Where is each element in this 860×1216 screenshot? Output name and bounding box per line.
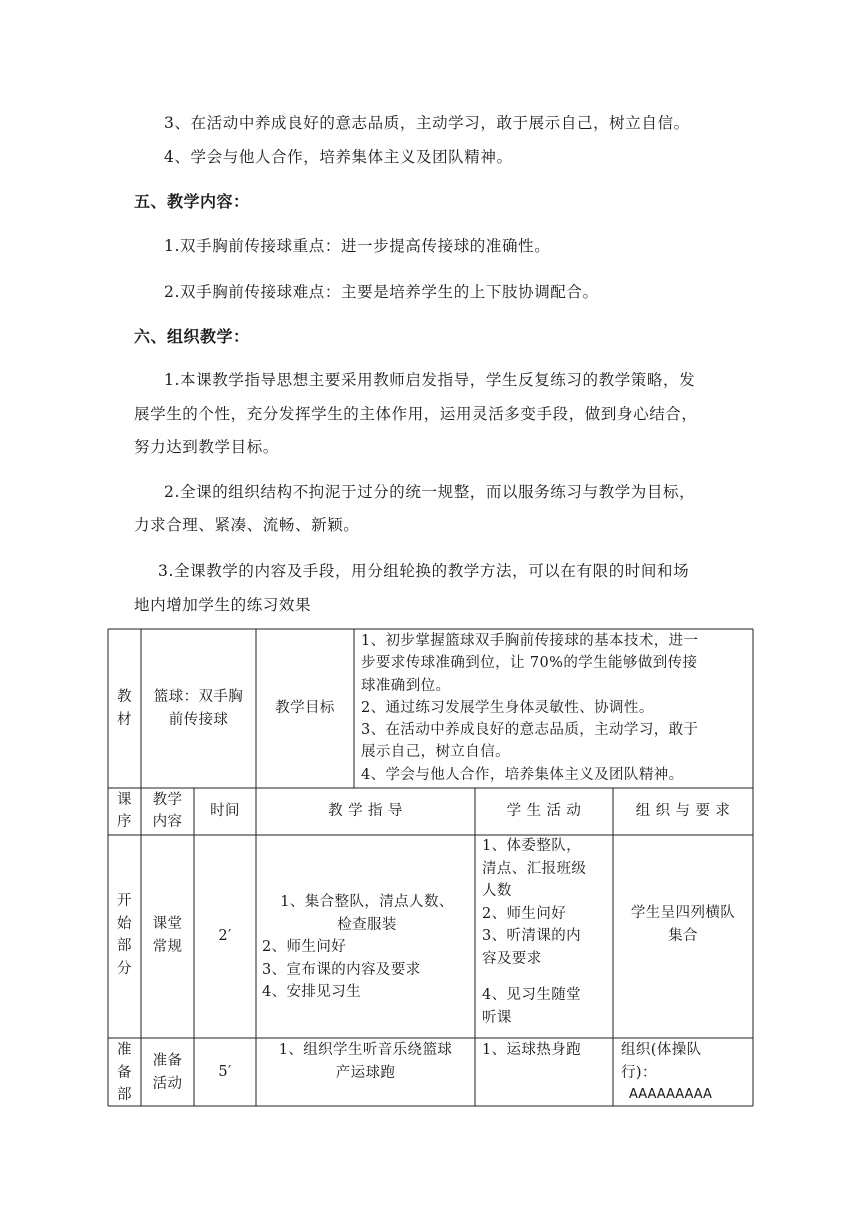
row1-content: 课堂 常规 <box>152 916 183 955</box>
guidance-line: 4、安排见习生 <box>262 984 362 1000</box>
goal-label: 教学目标 <box>275 700 335 716</box>
row2-requirement <box>621 1039 751 1107</box>
section-6-heading: 六、组织教学： <box>134 327 250 346</box>
row1-guidance <box>262 891 472 1004</box>
header-order: 课 序 <box>117 792 132 830</box>
section-6-p1-line-3: 努力达到教学目标。 <box>134 438 279 456</box>
row2-activity <box>482 1039 612 1062</box>
goal-line: 3、在活动中养成良好的意志品质，主动学习，敢于 <box>361 722 699 739</box>
section-6-p3-line-1: 3.全课教学的内容及手段，用分组轮换的教学方法，可以在有限的时间和场 <box>158 562 690 580</box>
goal-line: 1、初步掌握篮球双手胸前传接球的基本技术，进一 <box>361 633 699 649</box>
requirement-line: 行)： <box>621 1064 657 1081</box>
material-label: 教 材 <box>117 689 132 728</box>
section-5-item-2: 2.双手胸前传接球难点：主要是培养学生的上下肢协调配合。 <box>164 283 599 301</box>
row2-order: 准 备 部 <box>117 1042 132 1103</box>
goal-line: 2、通过练习发展学生身体灵敏性、协调性。 <box>361 699 654 716</box>
row1-order: 开 始 部 分 <box>117 893 132 977</box>
guidance-line: 1、集合整队，清点人数、 <box>280 894 454 910</box>
section-6-p1-line-1: 1.本课教学指导思想主要采用教师启发指导，学生反复练习的教学策略，发 <box>164 371 696 389</box>
intro-line-3: 3、在活动中养成良好的意志品质，主动学习，敢于展示自己，树立自信。 <box>164 114 690 132</box>
section-6-p2-line-2: 力求合理、紧凑、流畅、新颖。 <box>134 516 360 534</box>
goal-line: 展示自己，树立自信。 <box>361 744 510 761</box>
activity-line: 听课 <box>482 1009 512 1026</box>
activity-line: 容及要求 <box>482 950 542 967</box>
activity-line: 1、运球热身跑 <box>482 1042 582 1058</box>
row1-requirement: 学生呈四列横队 集合 <box>630 905 736 944</box>
guidance-line: 检查服装 <box>337 916 397 933</box>
row2-content: 准备 活动 <box>152 1053 183 1092</box>
section-6-p3-line-2: 地内增加学生的练习效果 <box>134 596 312 614</box>
guidance-line: 2、师生问好 <box>262 939 347 955</box>
guidance-line: 产运球跑 <box>335 1064 396 1081</box>
guidance-line: 3、宣布课的内容及要求 <box>262 961 421 978</box>
requirement-line: 组织(体操队 <box>621 1042 702 1058</box>
section-6-p2-line-1: 2.全课的组织结构不拘泥于过分的统一规整，而以服务练习与教学为目标， <box>164 483 696 501</box>
goal-list <box>361 630 751 786</box>
guidance-line: 1、组织学生听音乐绕篮球 <box>278 1042 453 1058</box>
goal-line: 步要求传球准确到位，让 70%的学生能够做到传接 <box>361 655 698 672</box>
header-time: 时间 <box>210 803 240 819</box>
goal-line: 球准确到位。 <box>361 677 451 694</box>
activity-line: 2、师生问好 <box>482 905 567 922</box>
activity-line: 3、听清课的内 <box>482 928 582 944</box>
header-activity: 学 生 活 动 <box>506 803 582 819</box>
row1-activity <box>482 835 612 1029</box>
row2-guidance <box>256 1039 475 1084</box>
activity-line: 4、见习生随堂 <box>482 987 582 1003</box>
activity-line: 清点、汇报班级 <box>482 860 587 877</box>
row1-time: 2′ <box>218 928 232 944</box>
section-6-p1-line-2: 展学生的个性，充分发挥学生的主体作用，运用灵活多变手段，做到身心结合， <box>134 405 698 423</box>
header-content: 教学 内容 <box>152 792 183 830</box>
material-value: 篮球：双手胸 前传接球 <box>153 689 244 728</box>
header-guidance: 教 学 指 导 <box>328 803 403 819</box>
activity-line: 人数 <box>482 883 512 899</box>
header-requirement: 组 织 与 要 求 <box>635 803 731 819</box>
section-5-item-1: 1.双手胸前传接球重点：进一步提高传接球的准确性。 <box>164 237 551 255</box>
goal-line: 4、学会与他人合作，培养集体主义及团队精神。 <box>361 766 684 783</box>
formation-letters: AAAAAAAAA <box>629 1087 712 1102</box>
activity-line: 1、体委整队， <box>482 838 582 854</box>
row2-time: 5′ <box>218 1064 232 1080</box>
section-5-heading: 五、教学内容： <box>134 192 250 211</box>
intro-line-4: 4、学会与他人合作，培养集体主义及团队精神。 <box>164 148 513 166</box>
